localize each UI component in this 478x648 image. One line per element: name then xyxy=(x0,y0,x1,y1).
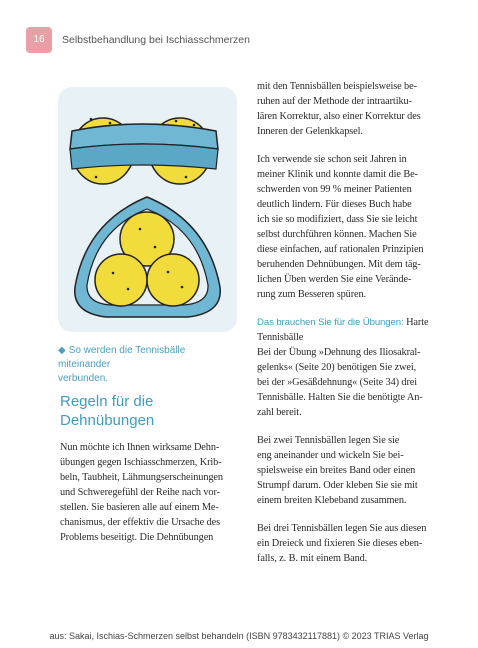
text-line: Bei zwei Tennisbällen legen Sie sie xyxy=(257,435,400,446)
arrow-icon: ◆ xyxy=(58,345,66,356)
text-line: Strumpf darum. Oder kleben Sie sie mit xyxy=(257,480,418,491)
needs-line: Das brauchen Sie für die Übungen: Harte xyxy=(257,317,429,328)
text-line: eng aneinander und wickeln Sie bei- xyxy=(257,450,404,461)
text-line: Nun möchte ich Ihnen wirksame Dehn- xyxy=(60,442,220,453)
text-line: mit den Tennisbällen beispielsweise be- xyxy=(257,81,417,92)
caption-line: verbunden. xyxy=(58,373,109,384)
text-line: spielsweise ein breites Band oder einen xyxy=(257,465,416,476)
text-line: Bei der Übung »Dehnung des Iliosakral- xyxy=(257,347,421,358)
text-line: Problems beseitigt. Die Dehnübungen xyxy=(60,532,214,543)
text-line: Ich verwende sie schon seit Jahren in xyxy=(257,154,407,165)
text-line: Inneren der Gelenkkapsel. xyxy=(257,126,363,137)
caption-line: ◆ So werden die Tennisbälle miteinander xyxy=(58,345,186,370)
text-line: rung zum Besseren spüren. xyxy=(257,289,367,300)
text-line: ich sie so modifiziert, dass Sie sie leicht xyxy=(257,214,418,225)
text-line: ruhen auf der Methode der intraartiku- xyxy=(257,96,412,107)
text-line: Bei drei Tennisbällen legen Sie aus diesen xyxy=(257,523,427,534)
three-balls-drawing xyxy=(75,197,220,317)
page-number-badge: 16 xyxy=(26,27,52,53)
text-line: falls, z. B. mit einem Band. xyxy=(257,553,368,564)
text-line: schwerden von 99 % meiner Patienten xyxy=(257,184,412,195)
text-line: Tennisbälle xyxy=(257,332,304,343)
text-line: lichen Üben werden Sie eine Verände- xyxy=(257,274,412,285)
text-line: lären Korrektur, also einer Korrektur des xyxy=(257,111,421,122)
text-line: meiner Klinik und konnte damit die Be- xyxy=(257,169,418,180)
text-line: diese einfachen, auf rationalen Prinzipien xyxy=(257,244,424,255)
text-line: übungen gegen Ischiasschmerzen, Krib- xyxy=(60,457,222,468)
text-line: Tennisbälle. Halten Sie die benötigte An- xyxy=(257,392,423,403)
section-heading: Regeln für die Dehnübungen xyxy=(60,393,155,429)
text-line: gelenks« (Seite 20) benötigen Sie zwei, xyxy=(257,362,417,373)
text-line: beruhenden Dehnübungen. Mit dem täg- xyxy=(257,259,421,270)
text-line: bei der »Gesäßdehnung« (Seite 34) drei xyxy=(257,377,418,388)
figure-caption xyxy=(58,344,238,386)
two-balls-drawing xyxy=(70,118,218,184)
text-line: ein Dreieck und fixieren Sie dieses eben- xyxy=(257,538,423,549)
tennis-balls-illustration xyxy=(58,87,237,332)
text-line: zahl bereit. xyxy=(257,407,302,418)
text-line: einem breiten Klebeband zusammen. xyxy=(257,495,407,506)
left-column-text xyxy=(60,440,238,545)
running-title: Selbstbehandlung bei Ischiasschmerzen xyxy=(62,34,250,46)
text-line: selbst durchführen können. Machen Sie xyxy=(257,229,417,240)
text-line: deutlich lindern. Für dieses Buch habe xyxy=(257,199,412,210)
text-line: stellen. Sie basieren alle auf einem Me- xyxy=(60,502,219,513)
needs-label: Das brauchen Sie für die Übungen: xyxy=(257,317,404,328)
text-line: beln, Taubheit, Lähmungserscheinungen xyxy=(60,472,223,483)
text-line: chanismus, der effektiv die Ursache des xyxy=(60,517,221,528)
text-line: und Schweregefühl der Reihe nach vor- xyxy=(60,487,220,498)
page-footer: aus: Sakai, Ischias-Schmerzen selbst behandeln (ISBN 9783432117881) © 2023 TRIAS Verlag xyxy=(49,631,429,641)
right-column-text xyxy=(257,79,435,566)
